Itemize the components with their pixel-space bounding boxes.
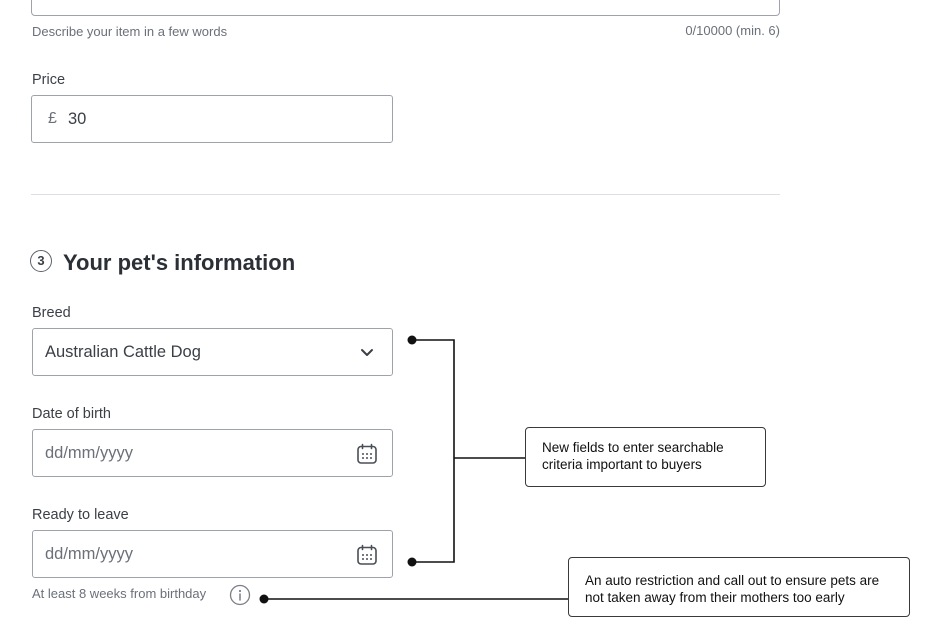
fields-annotation-text: New fields to enter searchable criteria important to buyers [542,440,724,472]
breed-connector-dot [408,336,417,345]
ready-placeholder: dd/mm/yyyy [45,545,134,563]
ready-hint: At least 8 weeks from birthday [32,586,207,601]
description-hint: Describe your item in a few words [32,24,228,39]
ready-label: Ready to leave [32,507,129,523]
restriction-annotation-callout [568,557,910,617]
dob-placeholder: dd/mm/yyyy [45,444,134,462]
currency-symbol: £ [48,110,57,127]
section-title: Your pet's information [63,250,296,275]
hint-connector-dot [260,595,269,604]
price-value: 30 [68,110,87,128]
ready-connector-dot [408,558,417,567]
price-label: Price [32,72,66,88]
section-number: 3 [37,253,45,268]
breed-label: Breed [32,305,71,321]
fields-annotation-callout [525,427,766,487]
breed-value: Australian Cattle Dog [45,343,201,361]
dob-label: Date of birth [32,406,111,422]
description-counter: 0/10000 (min. 6) [685,23,780,38]
restriction-annotation-text: An auto restriction and call out to ensure pets are not taken away from their mothers too early [585,573,880,605]
bracket-connector [412,340,526,562]
